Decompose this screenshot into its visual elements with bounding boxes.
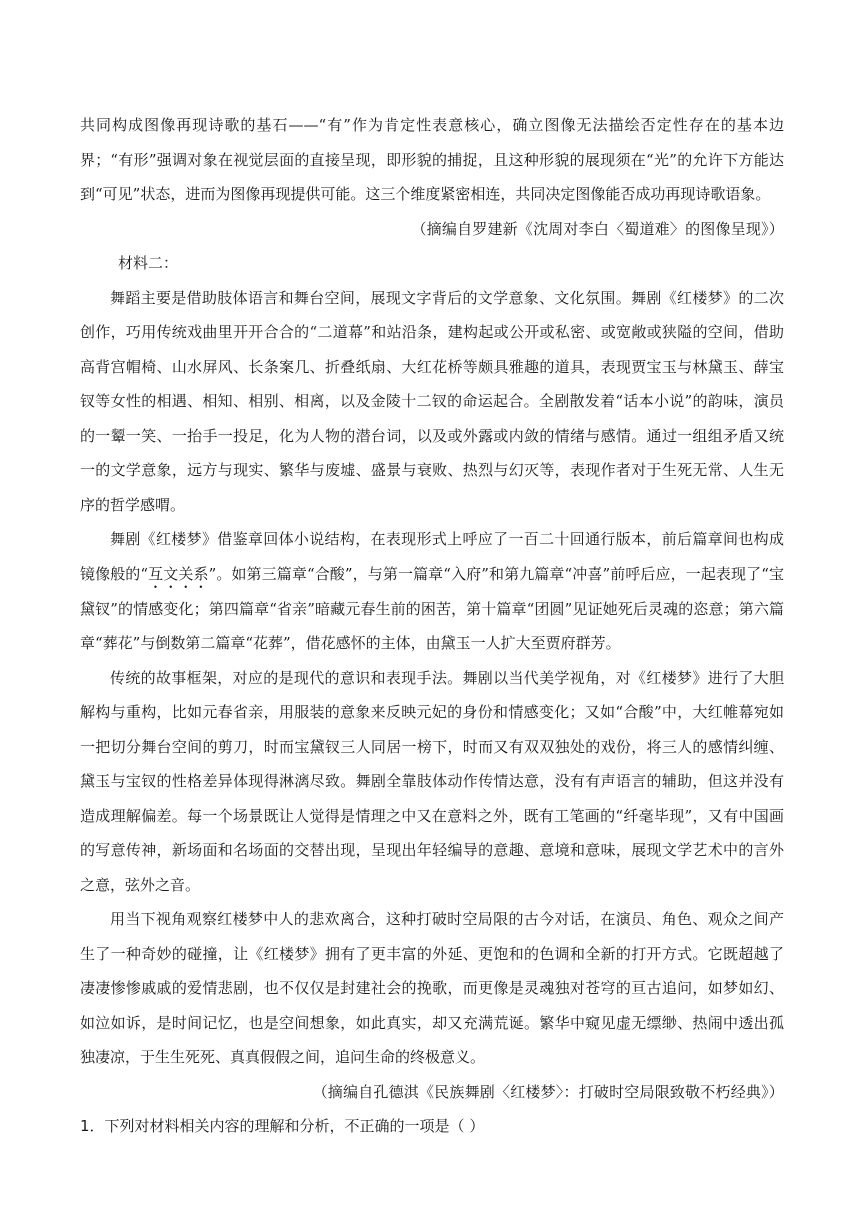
paragraph-1: 舞蹈主要是借助肢体语言和舞台空间，展现文字背后的文学意象、文化氛围。舞剧《红楼梦》的二次创作，巧用传统戏曲里开开合合的“二道幕”和站沿条，建构起或公开或私密、或宽敞或狭隘的空间，借助高背宫帽椅、山水屏风、长条案几、折叠纸扇、大红花桥等颇具雅趣的道具，表现贾宝玉与林黛玉、薛宝钗等女性的相遇、相知、相别、相离，以及金陵十二钗的命运起合。全剧散发着“话本小说”的韵味，演员的一颦一笑、一抬手一投足，化为人物的潜台词，以及或外露或内敛的情绪与感情。通过一组组矛盾又统一的文学意象，远方与现实、繁华与废墟、盛景与衰败、热烈与幻灭等，表现作者对于生死无常、人生无序的哲学感喟。 <box>80 288 784 514</box>
paragraph-4: 用当下视角观察红楼梦中人的悲欢离合，这种打破时空局限的古今对话，在演员、角色、观众之间产生了一种奇妙的碰撞，让《红楼梦》拥有了更丰富的外延、更饱和的色调和全新的打开方式。它既超越了凄凄惨惨戚戚的爱情悲剧，也不仅仅是封建社会的挽歌，而更像是灵魂独对苍穹的亘古追问，如梦如幻、如泣如诉，是时间记忆，也是空间想象，如此真实，却又充满荒诞。繁华中窥见虚无缥缈、热闹中透出孤独凄凉，于生生死死、真真假假之间，追问生命的终极意义。 <box>80 910 784 1066</box>
source-citation-1: （摘编自罗建新《沈周对李白〈蜀道难〉的图像呈现》） <box>411 219 784 238</box>
paragraph-3: 传统的故事框架，对应的是现代的意识和表现手法。舞剧以当代美学视角，对《红楼梦》进行了大胆解构与重构，比如元春省亲，用服装的意象来反映元妃的身份和情感变化；又如“合酸”中，大红帷幕宛如一把切分舞台空间的剪刀，时而宝黛钗三人同居一榜下，时而又有双双独处的戏份，将三人的感情纠缠、黛玉与宝钗的性格差异体现得淋漓尽致。舞剧全靠肢体动作传情达意，没有有声语言的辅助，但这并没有造成理解偏差。每一个场景既让人觉得是情理之中又在意料之外，既有工笔画的“纤毫毕现”，又有中国画的写意传神，新场面和名场面的交替出现，呈现出年轻编导的意趣、意境和意味，展现文学艺术中的言外之意，弦外之音。 <box>80 668 784 894</box>
paragraph-2 <box>80 522 784 661</box>
paragraph-2-before: 舞剧《红楼梦》借鉴章回体小说结构，在表现形式上呼应了一百二十回通行版本，前后篇章间也构成镜像般的“ <box>80 530 784 583</box>
continuation-paragraph: 共同构成图像再现诗歌的基石——“有”作为肯定性表意核心，确立图像无法描绘否定性存在的基本边界；“有形”强调对象在视觉层面的直接呈现，即形貌的捕捉，且这种形貌的展现须在“光”的允许下方能达到“可见”状态，进而为图像再现提供可能。这三个维度紧密相连，共同决定图像能否成功再现诗歌语象。 <box>80 116 784 203</box>
question-1: 1．下列对材料相关内容的理解和分析，不正确的一项是（ ） <box>80 1117 485 1135</box>
document-page <box>80 108 784 1144</box>
source-citation-2: （摘编自孔德淇《民族舞剧〈红楼梦〉：打破时空局限致敬不朽经典》） <box>312 1082 784 1101</box>
material-2-label: 材料二： <box>118 254 179 272</box>
dotted-term: 互文关系 <box>148 564 209 583</box>
paragraph-2-after: ”。如第三篇章“合酸”，与第一篇章“入府”和第九篇章“冲喜”前呼后应，一起表现了“宝黛钗”的情感变化；第四篇章“省亲”暗藏元春生前的困苦，第十篇章“团圆”见证她死后灵魂的恣意；第六篇章“葬花”与倒数第二篇章“花葬”，借花感怀的主体，由黛玉一人扩大至贾府群芳。 <box>80 564 784 652</box>
